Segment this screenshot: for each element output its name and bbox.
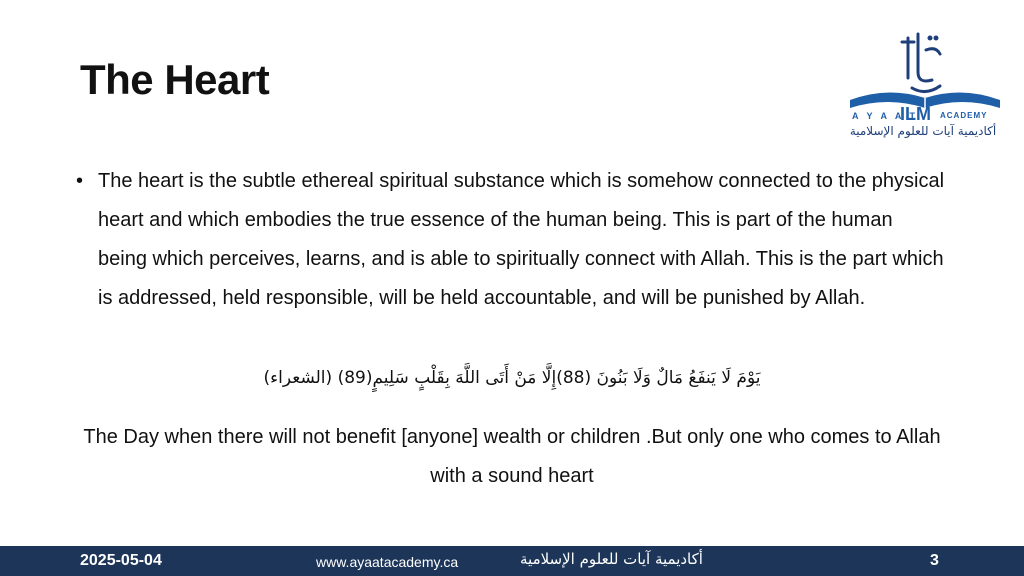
footer-website-link[interactable]: www.ayaatacademy.ca [316, 554, 459, 570]
footer-date: 2025-05-04 [80, 552, 162, 569]
footer-bar [0, 546, 1024, 576]
logo-ayaat-text: A Y A A T [852, 111, 919, 121]
logo-ilm-text: ILM [900, 104, 931, 124]
footer-arabic-text: أكاديمية آيات للعلوم الإسلامية [520, 550, 703, 568]
academy-logo [840, 28, 1010, 146]
verse-translation: The Day when there will not benefit [anyone] wealth or children .But only one who comes to Allah with a sound heart [83, 426, 941, 487]
logo-arabic-text: أكاديمية آيات للعلوم الإسلامية [849, 124, 997, 138]
slide-title: The Heart [80, 56, 270, 103]
bullet-text: The heart is the subtle ethereal spiritual substance which is somehow connected to the physical heart and which embodies the true essence of the human being. This is part of the human being which perceives, learns, and is able to spiritually connect with Allah. This is the part which is addressed, held responsible, will be held accountable, and will be punished by Allah. [98, 170, 945, 309]
bullet-dot-icon: • [76, 170, 84, 192]
arabic-verse: يَوْمَ لَا يَنفَعُ مَالٌ وَلَا بَنُونَ (88)إِلَّا مَنْ أَتَى اللَّهَ بِقَلْبٍ سَلِيمٍ(89) (الشعراء) [263, 368, 761, 388]
bullet-item [76, 162, 946, 318]
logo-academy-text: ACADEMY [940, 111, 988, 120]
page-number: 3 [930, 552, 939, 569]
